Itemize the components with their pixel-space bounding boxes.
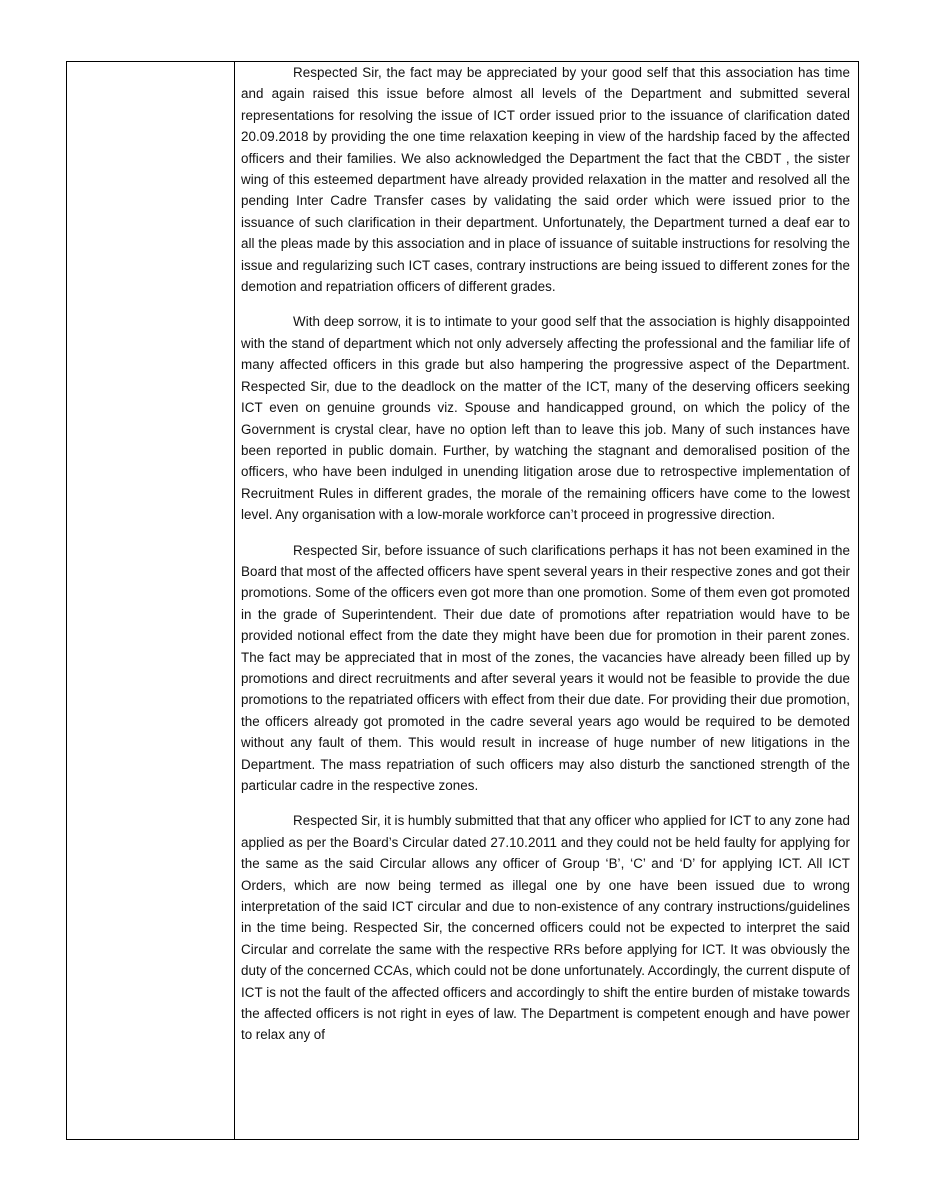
paragraph-1: Respected Sir, the fact may be appreciated by your good self that this association has time and again raised this issue before almost all levels of the Department and submitted several representations for resolving the issue of ICT order issued prior to the issuance of clarification dated 20.09.2018 by providing the one time relaxation keeping in view of the hardship faced by the affected officers and their families. We also acknowledged the Department the fact that the CBDT , the sister wing of this esteemed department have already provided relaxation in the matter and resolved all the pending Inter Cadre Transfer cases by validating the said order which were issued prior to the issuance of such clarification in their department. Unfortunately, the Department turned a deaf ear to all the pleas made by this association and in place of issuance of suitable instructions for resolving the issue and regularizing such ICT cases, contrary instructions are being issued to different zones for the demotion and repatriation officers of different grades. <box>241 65 850 295</box>
paragraph-4: Respected Sir, it is humbly submitted that that any officer who applied for ICT to any zone had applied as per the Board’s Circular dated 27.10.2011 and they could not be held faulty for applying for the same as the said Circular allows any officer of Group ‘B’, ‘C’ and ‘D’ for applying ICT. All ICT Orders, which are now being termed as illegal one by one have been issued due to wrong interpretation of the said ICT circular and due to non-existence of any contrary instructions/guidelines in the time being. Respected Sir, the concerned officers could not be expected to interpret the said Circular and correlate the same with the respective RRs before applying for ICT. It was obviously the duty of the concerned CCAs, which could not be done unfortunately. Accordingly, the current dispute of ICT is not the fault of the affected officers and accordingly to shift the entire burden of mistake towards the affected officers is not right in eyes of law. The Department is competent enough and have power to relax any of <box>241 813 850 1043</box>
table-right-column <box>235 62 858 1139</box>
paragraph-3: Respected Sir, before issuance of such clarifications perhaps it has not been examined in the Board that most of the affected officers have spent several years in their respective zones and got their promotions. Some of the officers even got more than one promotion. Some of them even got promoted in the grade of Superintendent. Their due date of promotions after repatriation would have to be provided notional effect from the date they might have been due for promotion in their parent zones. The fact may be appreciated that in most of the zones, the vacancies have already been filled up by promotions and direct recruitments and after several years it would not be feasible to provide the due promotions to the repatriated officers with effect from their due date. For providing their due promotion, the officers already got promoted in the cadre several years ago would be required to be demoted without any fault of them. This would result in increase of huge number of new litigations in the Department. The mass repatriation of such officers may also disturb the sanctioned strength of the particular cadre in the respective zones. <box>241 542 850 793</box>
table-left-column <box>67 62 235 1139</box>
document-table <box>66 61 859 1140</box>
paragraph-2: With deep sorrow, it is to intimate to your good self that the association is highly disappointed with the stand of department which not only adversely affecting the professional and the familiar life of many affected officers in this grade but also hampering the progressive aspect of the Department. Respected Sir, due to the deadlock on the matter of the ICT, many of the deserving officers seeking ICT even on genuine grounds viz. Spouse and handicapped ground, on which the policy of the Government is crystal clear, have no option left than to leave this job. Many of such instances have been reported in public domain. Further, by watching the stagnant and demoralised position of the officers, who have been indulged in unending litigation arose due to retrospective implementation of Recruitment Rules in different grades, the morale of the remaining officers have come to the lowest level. Any organisation with a low-morale workforce can’t proceed in progressive direction. <box>241 314 850 523</box>
